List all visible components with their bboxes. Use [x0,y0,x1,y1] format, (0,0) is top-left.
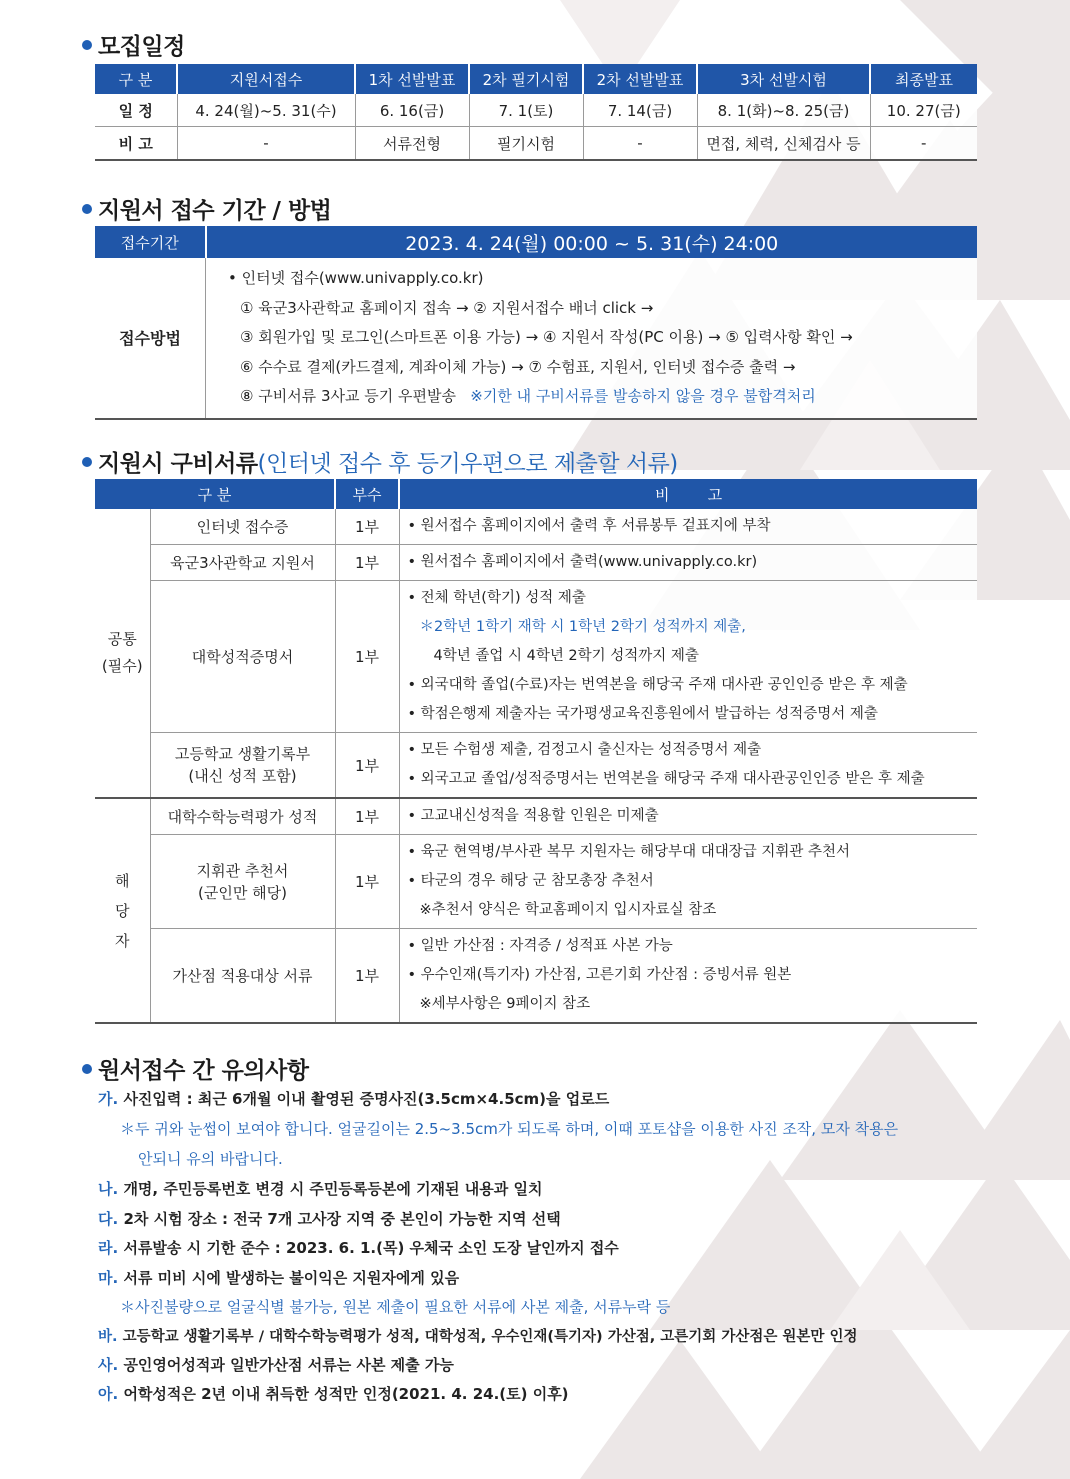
doc-remarks: • 육군 현역병/부사관 복무 지원자는 해당부대 대대장급 지휘관 추천서 • 타군의 경우 해당 군 참모총장 추천서 ※추천서 양식은 학교홈페이지 입시자료실 참조 [399,835,977,929]
doc-count: 1부 [335,581,399,733]
doc-remarks: • 모든 수험생 제출, 검정고시 출신자는 성적증명서 제출 • 외국고교 졸업/성적증명서는 번역본을 해당국 주재 대사관공인인증 받은 후 제출 [399,733,977,799]
note-item: 라. 서류발송 시 기한 준수 : 2023. 6. 1.(목) 우체국 소인 도장 날인까지 접수 [98,1239,619,1257]
header-cell: 최종발표 [870,64,977,94]
doc-remarks: • 일반 가산점 : 자격증 / 성적표 사본 가능 • 우수인재(특기자) 가산점, 고른기회 가산점 : 증빙서류 원본 ※세부사항은 9페이지 참조 [399,929,977,1024]
note-subitem: ＊두 귀와 눈썹이 보여야 합니다. 얼굴길이는 2.5~3.5cm가 되도록 하며, 이때 포토샵을 이용한 사진 조작, 모자 착용은 [120,1120,899,1138]
docs-section-title: 지원시 구비서류(인터넷 접수 후 등기우편으로 제출할 서류) [82,445,678,478]
method-row [95,258,977,419]
deadline-warning: ※기한 내 구비서류를 발송하지 않을 경우 불합격처리 [470,387,816,405]
table-cell: 서류전형 [355,127,469,161]
bullet-dot-icon [82,457,92,467]
header-cell: 부수 [335,479,399,509]
row-header-cell: 비 고 [95,127,177,161]
period-row [95,226,977,258]
header-cell: 구 분 [95,479,335,509]
bullet-dot-icon [82,204,92,214]
table-cell: 7. 1(토) [469,94,583,127]
documents-table [95,479,977,1024]
bullet-dot-icon [82,40,92,50]
method-section-title: 지원서 접수 기간 / 방법 [82,192,331,225]
note-item: 마. 서류 미비 시에 발생하는 불이익은 지원자에게 있음 [98,1269,460,1287]
table-cell: - [177,127,355,161]
period-value: 2023. 4. 24(월) 00:00 ~ 5. 31(수) 24:00 [206,226,978,258]
table-cell: 6. 16(금) [355,94,469,127]
schedule-table [95,64,977,161]
header-cell: 2차 필기시험 [469,64,583,94]
doc-count: 1부 [335,509,399,545]
header-cell: 비 고 [399,479,977,509]
method-table [95,226,977,420]
note-subitem: ＊사진불량으로 얼굴식별 불가능, 원본 제출이 필요한 서류에 사본 제출, 서류누락 등 [120,1298,671,1316]
doc-name: 대학성적증명서 [150,581,335,733]
method-line: ⑧ 구비서류 3사교 등기 우편발송 ※기한 내 구비서류를 발송하지 않을 경우 불합격처리 [240,387,816,405]
doc-remarks: • 전체 학년(학기) 성적 제출 ＊2학년 1학기 재학 시 1학년 2학기 성적까지 제출, 4학년 졸업 시 4학년 2학기 성적까지 제출 • 외국대학 졸업(수료)자는 번역본을 해당국 주재 대사관 공인인증 받은 후 제출 • 학점은행제 제출자는 국가평생교육진흥원에서 발급하는 성적증명서 제출 [399,581,977,733]
table-row [95,581,977,733]
table-cell: 8. 1(화)~8. 25(금) [697,94,870,127]
schedule-section-title: 모집일정 [82,28,185,61]
period-label: 접수기간 [95,226,206,258]
table-row [95,545,977,581]
note-item: 다. 2차 시험 장소 : 전국 7개 고사장 지역 중 본인이 가능한 지역 선택 [98,1210,561,1228]
doc-name: 대학수학능력평가 성적 [150,798,335,835]
method-line: • 인터넷 접수(www.univapply.co.kr) [228,269,484,287]
doc-count: 1부 [335,798,399,835]
bullet-dot-icon [82,1064,92,1074]
doc-remarks: • 원서접수 홈페이지에서 출력 후 서류봉투 겉표지에 부착 [399,509,977,545]
note-item: 가. 사진입력 : 최근 6개월 이내 촬영된 증명사진(3.5cm×4.5cm)을 업로드 [98,1090,610,1108]
table-row [95,94,977,127]
docs-header-row [95,479,977,509]
table-row [95,835,977,929]
note-item: 나. 개명, 주민등록번호 변경 시 주민등록등본에 기재된 내용과 일치 [98,1180,543,1198]
doc-name: 가산점 적용대상 서류 [150,929,335,1024]
doc-count: 1부 [335,835,399,929]
note-item: 아. 어학성적은 2년 이내 취득한 성적만 인정(2021. 4. 24.(토) 이후) [98,1385,569,1403]
table-cell: - [870,127,977,161]
doc-count: 1부 [335,929,399,1024]
doc-remarks: • 고교내신성적을 적용할 인원은 미제출 [399,798,977,835]
table-cell: 필기시험 [469,127,583,161]
table-cell: - [583,127,697,161]
header-cell: 1차 선발발표 [355,64,469,94]
doc-name: 고등학교 생활기록부 (내신 성적 포함) [150,733,335,799]
note-subitem: 안되니 유의 바랍니다. [138,1150,283,1168]
doc-count: 1부 [335,733,399,799]
table-row [95,127,977,161]
doc-name: 지휘관 추천서 (군인만 해당) [150,835,335,929]
group-applicable: 해 당 자 [95,798,150,1023]
schedule-header-row [95,64,977,94]
table-row [95,509,977,545]
method-steps [206,258,978,419]
header-cell: 구 분 [95,64,177,94]
doc-name: 육군3사관학교 지원서 [150,545,335,581]
notes-section-title: 원서접수 간 유의사항 [82,1052,308,1085]
method-line: ⑥ 수수료 결제(카드결제, 계좌이체 가능) → ⑦ 수험표, 지원서, 인터넷 접수증 출력 → [240,357,796,376]
method-line: ③ 회원가입 및 로그인(스마트폰 이용 가능) → ④ 지원서 작성(PC 이용) → ⑤ 입력사항 확인 → [240,328,853,346]
table-cell: 7. 14(금) [583,94,697,127]
method-line: ① 육군3사관학교 홈페이지 접속 → ② 지원서접수 배너 click → [240,298,654,317]
table-row [95,798,977,835]
header-cell: 3차 선발시험 [697,64,870,94]
doc-name: 인터넷 접수증 [150,509,335,545]
note-item: 사. 공인영어성적과 일반가산점 서류는 사본 제출 가능 [98,1356,454,1374]
table-row [95,733,977,799]
row-header-cell: 일 정 [95,94,177,127]
method-label: 접수방법 [95,258,206,419]
header-cell: 지원서접수 [177,64,355,94]
table-row [95,929,977,1024]
group-common: 공통 (필수) [95,509,150,798]
table-cell: 4. 24(월)~5. 31(수) [177,94,355,127]
header-cell: 2차 선발발표 [583,64,697,94]
table-cell: 10. 27(금) [870,94,977,127]
note-item: 바. 고등학교 생활기록부 / 대학수학능력평가 성적, 대학성적, 우수인재(특기자) 가산점, 고른기회 가산점은 원본만 인정 [98,1329,858,1345]
docs-section-subtitle: (인터넷 접수 후 등기우편으로 제출할 서류) [257,451,678,477]
table-cell: 면접, 체력, 신체검사 등 [697,127,870,161]
doc-count: 1부 [335,545,399,581]
doc-remarks: • 원서접수 홈페이지에서 출력(www.univapply.co.kr) [399,545,977,581]
